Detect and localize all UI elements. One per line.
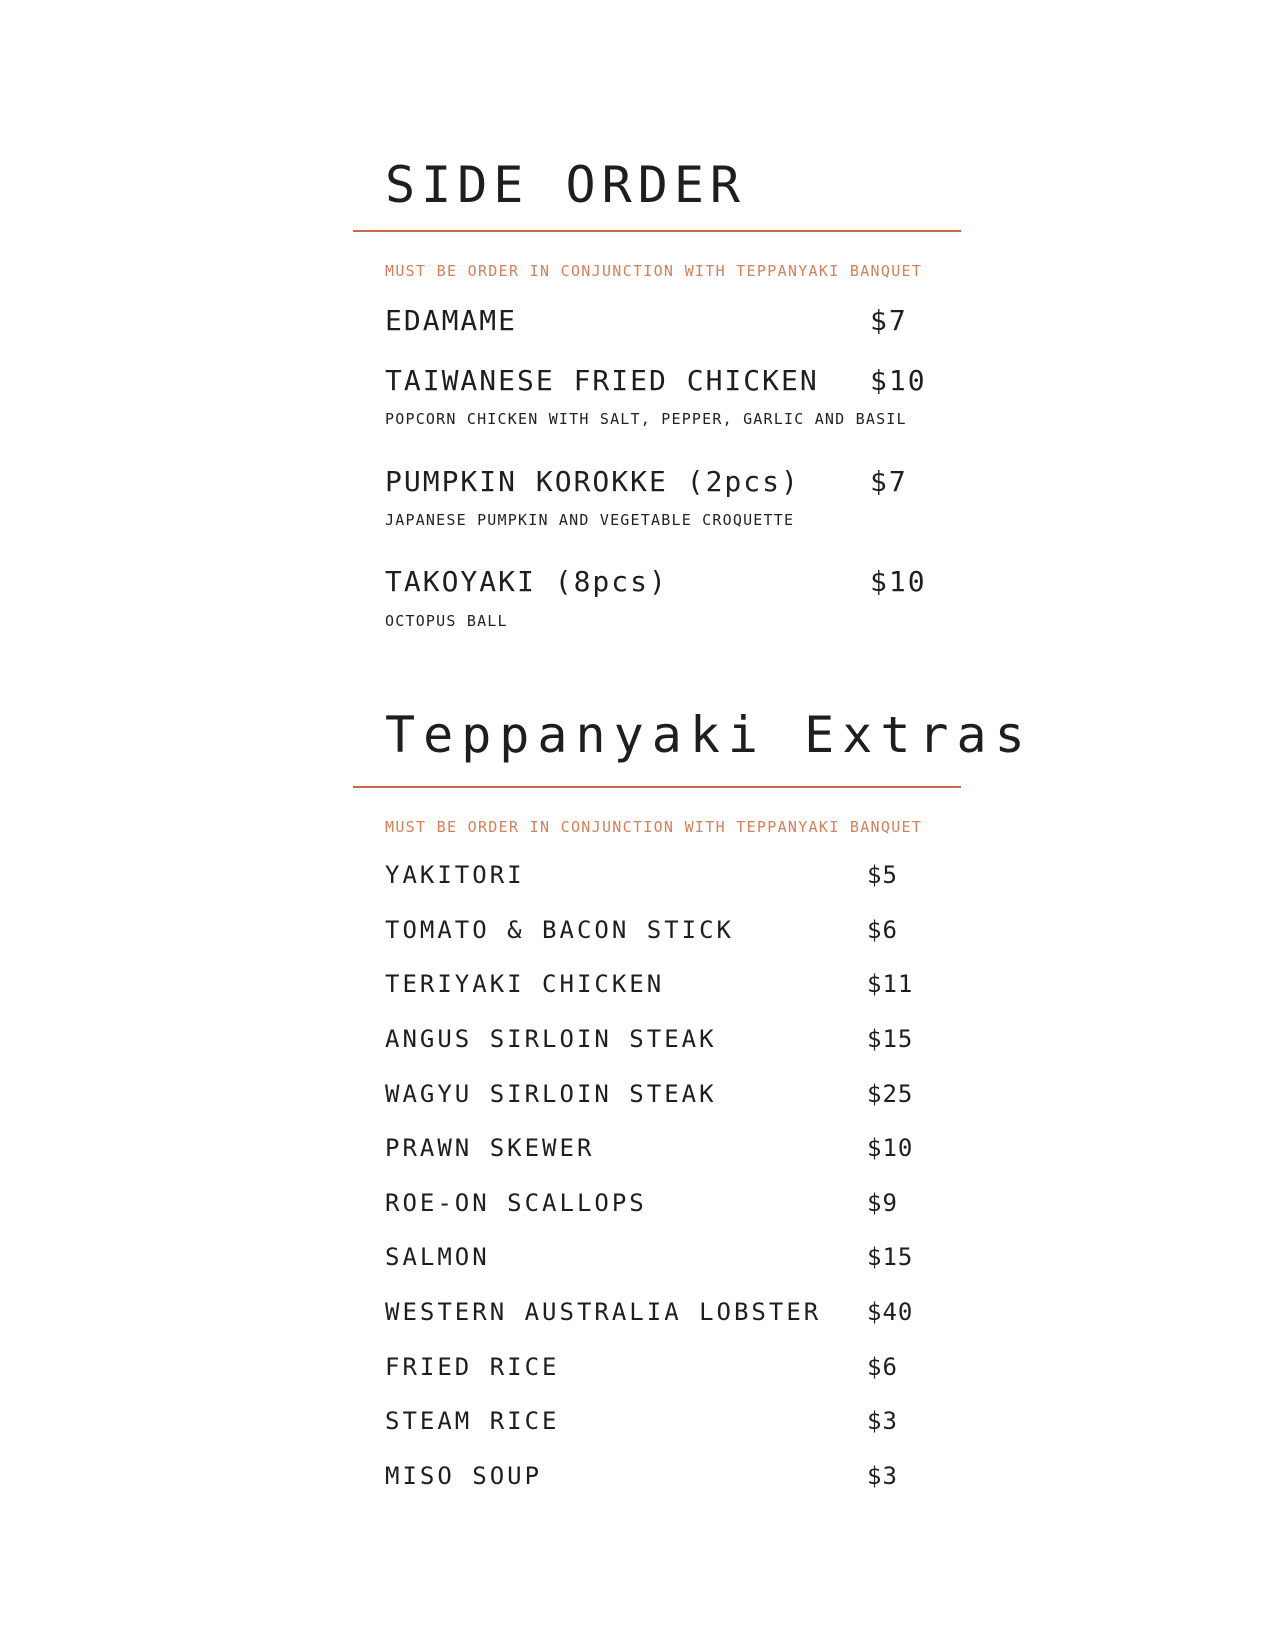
- side-item-description: JAPANESE PUMPKIN AND VEGETABLE CROQUETTE: [385, 511, 795, 529]
- side-item-name: EDAMAME: [385, 304, 518, 337]
- side-item-description: OCTOPUS BALL: [385, 612, 508, 630]
- extra-item-price: $10: [867, 1134, 914, 1162]
- side-item-price: $7: [870, 304, 908, 337]
- side-item-description: POPCORN CHICKEN WITH SALT, PEPPER, GARLIC AND BASIL: [385, 410, 907, 428]
- extra-item-price: $9: [867, 1189, 898, 1217]
- side-item-price: $7: [870, 465, 908, 498]
- teppanyaki-extras-note: MUST BE ORDER IN CONJUNCTION WITH TEPPANYAKI BANQUET: [385, 818, 923, 836]
- extra-item-price: $6: [867, 916, 898, 944]
- extra-item-price: $40: [867, 1298, 914, 1326]
- extra-item-price: $5: [867, 861, 898, 889]
- extra-item-name: PRAWN SKEWER: [385, 1134, 595, 1162]
- side-item-name: TAIWANESE FRIED CHICKEN: [385, 364, 819, 397]
- extra-item-name: YAKITORI: [385, 861, 525, 889]
- side-order-note: MUST BE ORDER IN CONJUNCTION WITH TEPPANYAKI BANQUET: [385, 262, 923, 280]
- side-item-name: PUMPKIN KOROKKE (2pcs): [385, 465, 800, 498]
- side-order-divider: [353, 230, 961, 232]
- side-item-name: TAKOYAKI (8pcs): [385, 565, 668, 598]
- extra-item-price: $25: [867, 1080, 914, 1108]
- extra-item-price: $3: [867, 1462, 898, 1490]
- extra-item-price: $15: [867, 1243, 914, 1271]
- extra-item-price: $15: [867, 1025, 914, 1053]
- extra-item-name: ANGUS SIRLOIN STEAK: [385, 1025, 717, 1053]
- extra-item-name: TERIYAKI CHICKEN: [385, 970, 665, 998]
- extra-item-name: STEAM RICE: [385, 1407, 560, 1435]
- side-item-price: $10: [870, 565, 927, 598]
- extra-item-name: WAGYU SIRLOIN STEAK: [385, 1080, 717, 1108]
- teppanyaki-extras-divider: [353, 786, 961, 788]
- extra-item-name: TOMATO & BACON STICK: [385, 916, 734, 944]
- side-order-title: SIDE ORDER: [385, 156, 747, 214]
- extra-item-name: SALMON: [385, 1243, 490, 1271]
- extra-item-price: $3: [867, 1407, 898, 1435]
- extra-item-price: $11: [867, 970, 914, 998]
- extra-item-name: WESTERN AUSTRALIA LOBSTER: [385, 1298, 822, 1326]
- teppanyaki-extras-title: Teppanyaki Extras: [385, 706, 1033, 764]
- side-item-price: $10: [870, 364, 927, 397]
- extra-item-price: $6: [867, 1353, 898, 1381]
- extra-item-name: MISO SOUP: [385, 1462, 543, 1490]
- extra-item-name: ROE-ON SCALLOPS: [385, 1189, 647, 1217]
- extra-item-name: FRIED RICE: [385, 1353, 560, 1381]
